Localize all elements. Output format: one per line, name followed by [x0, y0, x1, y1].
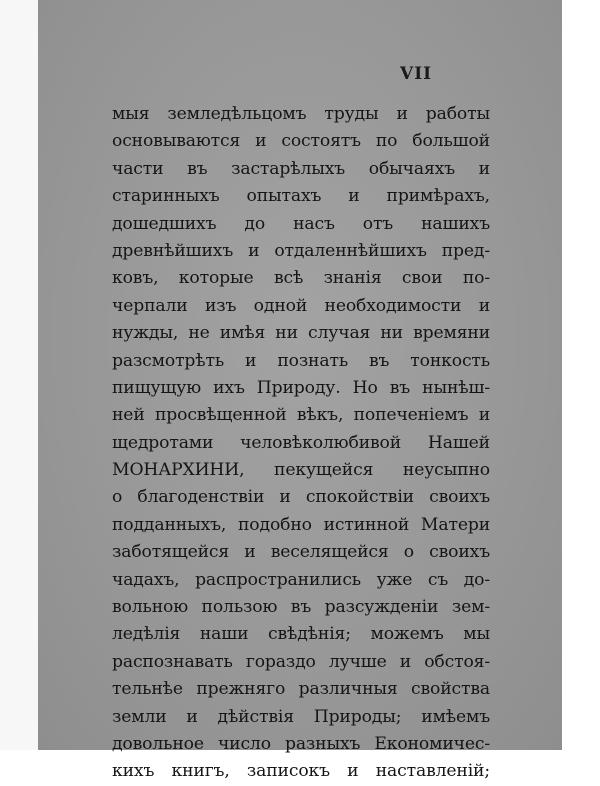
text-line: древнѣйшихъ и отдаленнѣйшихъ пред- — [112, 240, 490, 261]
text-line: о благоденствіи и спокойствіи своихъ — [112, 487, 490, 508]
page-body-text — [112, 101, 490, 786]
scan-margin-left — [0, 0, 38, 750]
text-line: заботящейся и веселящейся о своихъ — [112, 542, 490, 563]
text-line: земли и дѣйствія Природы; имѣемъ — [112, 706, 490, 727]
text-line: разсмотрѣть и познать въ тонкость — [112, 350, 490, 371]
text-line: старинныхъ опытахъ и примѣрахъ, — [112, 186, 490, 207]
text-line: чадахъ, распространились уже съ до- — [112, 569, 490, 590]
text-line: ледѣлія наши свѣдѣнія; можемъ мы — [112, 624, 490, 645]
text-line: части въ застарѣлыхъ обычаяхъ и — [112, 158, 490, 179]
text-line: основываются и состоятъ по большой — [112, 131, 490, 152]
text-line: щедротами человѣколюбивой Нашей — [112, 432, 490, 453]
text-line: ней просвѣщенной вѣкъ, попеченіемъ и — [112, 405, 490, 426]
text-line: МОНАРХИНИ, пекущейся неусыпно — [112, 460, 490, 481]
text-line: довольное число разныхъ Економичес- — [112, 733, 490, 754]
page-number: VII — [400, 64, 433, 84]
text-line: кихъ книгъ, записокъ и наставленій; — [112, 761, 490, 782]
scan-margin-right — [562, 0, 600, 750]
text-line: распознавать гораздо лучше и обстоя- — [112, 651, 490, 672]
text-line: тельнѣе прежняго различныя свойства — [112, 679, 490, 700]
text-line: нужды, не имѣя ни случая ни времяни — [112, 323, 490, 344]
text-line: дошедшихъ до насъ отъ нашихъ — [112, 213, 490, 234]
text-line: ковъ, которые всѣ знанія свои по- — [112, 268, 490, 289]
text-line: подданныхъ, подобно истинной Матери — [112, 514, 490, 535]
text-line: черпали изъ одной необходимости и — [112, 295, 490, 316]
text-line: пищущую ихъ Природу. Но въ нынѣш- — [112, 377, 490, 398]
text-line: мыя земледѣльцомъ труды и работы — [112, 104, 490, 124]
text-line: вольною пользою въ разсужденіи зем- — [112, 597, 490, 618]
